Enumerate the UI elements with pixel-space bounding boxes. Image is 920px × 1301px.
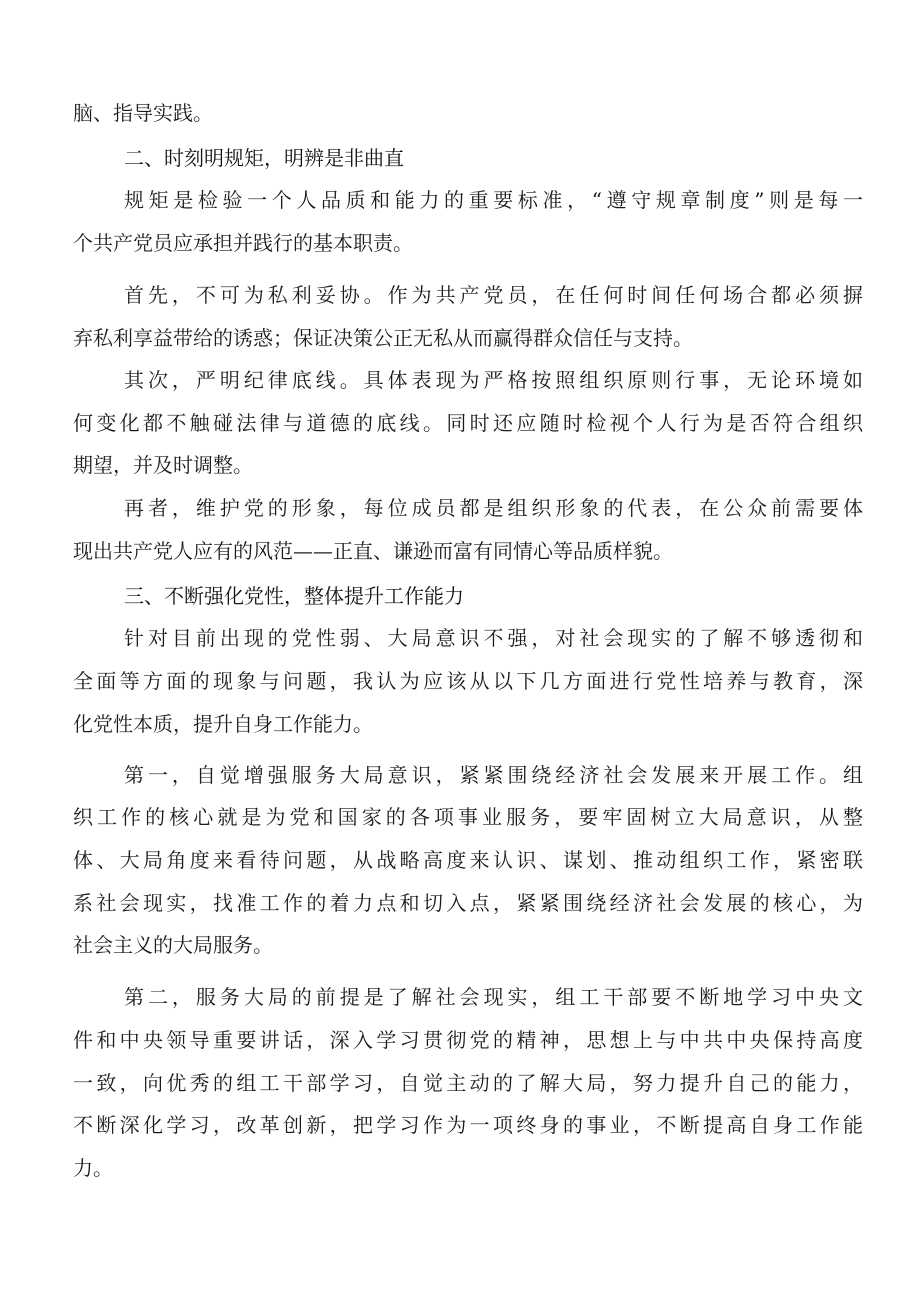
section-heading-2: 二、时刻明规矩，明辨是非曲直 — [124, 146, 404, 170]
paragraph-line: 何变化都不触碰法律与道德的底线。同时还应随时检视个人行为是否符合组织 — [73, 411, 863, 435]
paragraph-line: 再者，维护党的形象，每位成员都是组织形象的代表，在公众前需要体 — [124, 496, 863, 520]
paragraph-line: 一致，向优秀的组工干部学习，自觉主动的了解大局，努力提升自己的能力， — [73, 1071, 863, 1095]
paragraph-line: 现出共产党人应有的风范——正直、谦逊而富有同情心等品质样貌。 — [73, 539, 673, 563]
section-heading-3: 三、不断强化党性，整体提升工作能力 — [124, 584, 464, 608]
paragraph-line: 系社会现实，找准工作的着力点和切入点，紧紧围绕经济社会发展的核心，为 — [73, 891, 863, 915]
paragraph-line: 针对目前出现的党性弱、大局意识不强，对社会现实的了解不够透彻和 — [124, 626, 863, 650]
paragraph-line: 力。 — [73, 1156, 113, 1180]
paragraph-line: 脑、指导实践。 — [73, 101, 213, 125]
paragraph-line: 不断深化学习，改革创新，把学习作为一项终身的事业，不断提高自身工作能 — [73, 1113, 863, 1137]
paragraph-line: 第一，自觉增强服务大局意识，紧紧围绕经济社会发展来开展工作。组 — [124, 763, 863, 787]
paragraph-line: 体、大局角度来看待问题，从战略高度来认识、谋划、推动组织工作，紧密联 — [73, 848, 863, 872]
paragraph-line: 第二，服务大局的前提是了解社会现实，组工干部要不断地学习中央文 — [124, 985, 863, 1009]
paragraph-line: 期望，并及时调整。 — [73, 453, 253, 477]
paragraph-line: 弃私利享益带给的诱惑；保证决策公正无私从而赢得群众信任与支持。 — [73, 326, 693, 350]
paragraph-line: 社会主义的大局服务。 — [73, 933, 273, 957]
paragraph-line: 首先，不可为私利妥协。作为共产党员，在任何时间任何场合都必须摒 — [124, 283, 863, 307]
paragraph-line: 化党性本质，提升自身工作能力。 — [73, 712, 373, 736]
paragraph-line: 规矩是检验一个人品质和能力的重要标准，“遵守规章制度”则是每一 — [124, 188, 863, 212]
paragraph-line: 其次，严明纪律底线。具体表现为严格按照组织原则行事，无论环境如 — [124, 368, 863, 392]
paragraph-line: 全面等方面的现象与问题，我认为应该从以下几方面进行党性培养与教育，深 — [73, 669, 863, 693]
paragraph-line: 件和中央领导重要讲话，深入学习贯彻党的精神，思想上与中共中央保持高度 — [73, 1028, 863, 1052]
paragraph-line: 织工作的核心就是为党和国家的各项事业服务，要牢固树立大局意识，从整 — [73, 805, 863, 829]
paragraph-line: 个共产党员应承担并践行的基本职责。 — [73, 231, 413, 255]
